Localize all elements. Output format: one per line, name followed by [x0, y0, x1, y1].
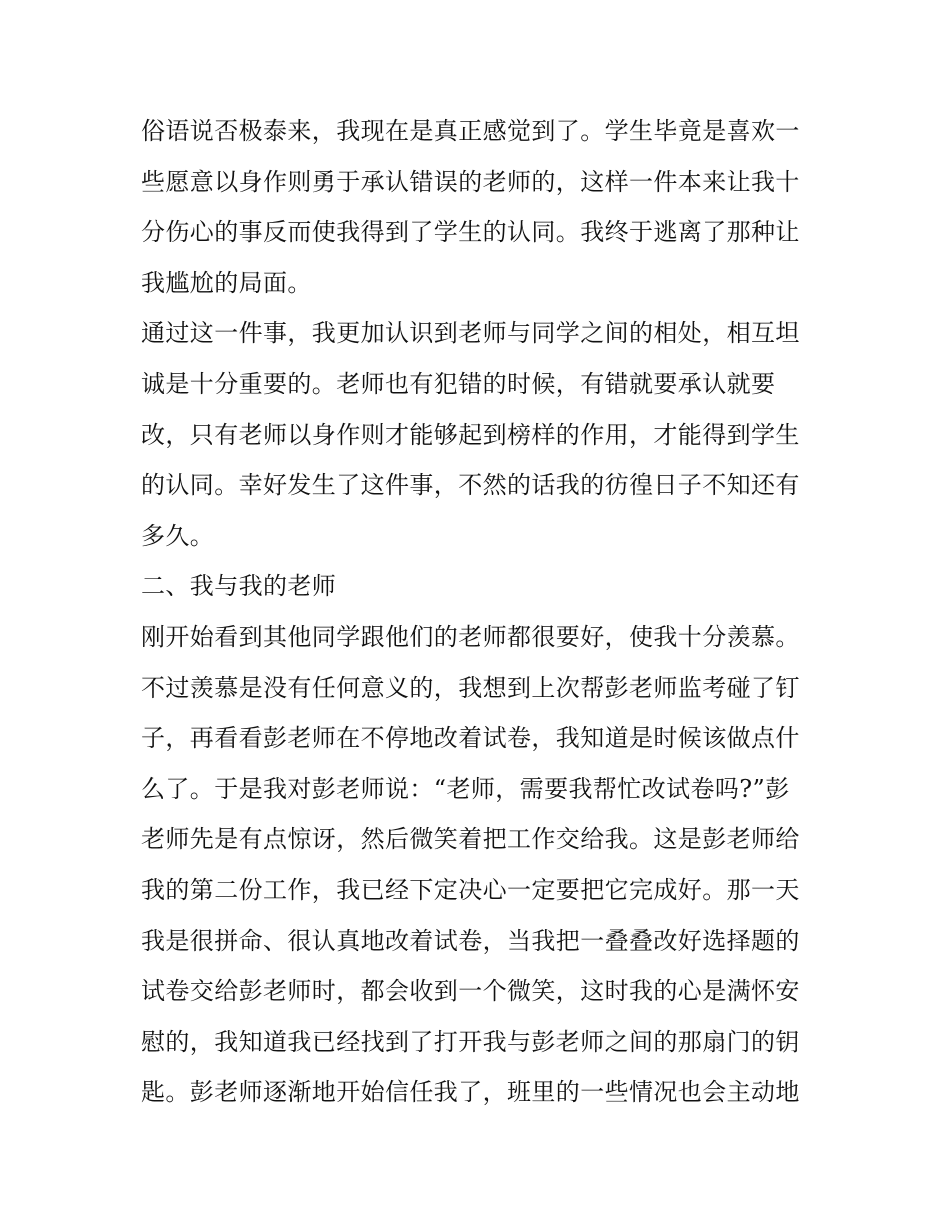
- text-line: 子，再看看彭老师在不停地改着试卷，我知道是时候该做点什: [141, 724, 800, 753]
- text-line: 老师先是有点惊讶，然后微笑着把工作交给我。这是彭老师给: [141, 825, 800, 854]
- text-line: 我的第二份工作，我已经下定决心一定要把它完成好。那一天: [141, 875, 800, 904]
- text-line: 么了。于是我对彭老师说：“老师，需要我帮忙改试卷吗?”彭: [141, 774, 790, 803]
- text-line: 的认同。幸好发生了这件事，不然的话我的彷徨日子不知还有: [141, 471, 800, 500]
- text-line: 刚开始看到其他同学跟他们的老师都很要好，使我十分羡慕。: [141, 622, 800, 651]
- text-line: 多久。: [141, 521, 215, 550]
- text-line: 试卷交给彭老师时，都会收到一个微笑，这时我的心是满怀安: [141, 977, 800, 1006]
- text-line: 改，只有老师以身作则才能够起到榜样的作用，才能得到学生: [141, 420, 800, 449]
- text-line: 匙。彭老师逐渐地开始信任我了，班里的一些情况也会主动地: [141, 1078, 800, 1107]
- text-line: 不过羡慕是没有任何意义的，我想到上次帮彭老师监考碰了钉: [141, 673, 800, 702]
- text-line: 慰的，我知道我已经找到了打开我与彭老师之间的那扇门的钥: [141, 1027, 800, 1056]
- text-line: 些愿意以身作则勇于承认错误的老师的，这样一件本来让我十: [141, 167, 800, 196]
- text-line: 俗语说否极泰来，我现在是真正感觉到了。学生毕竟是喜欢一: [141, 117, 800, 145]
- text-line: 我尴尬的局面。: [141, 268, 312, 297]
- document-body: [141, 106, 821, 1118]
- text-line: 分伤心的事反而使我得到了学生的认同。我终于逃离了那种让: [141, 218, 800, 247]
- text-line: 我是很拼命、很认真地改着试卷，当我把一叠叠改好选择题的: [141, 926, 800, 955]
- text-line: 诚是十分重要的。老师也有犯错的时候，有错就要承认就要: [141, 369, 776, 398]
- text-line: 通过这一件事，我更加认识到老师与同学之间的相处，相互坦: [141, 319, 800, 348]
- section-heading: 二、我与我的老师: [141, 572, 337, 601]
